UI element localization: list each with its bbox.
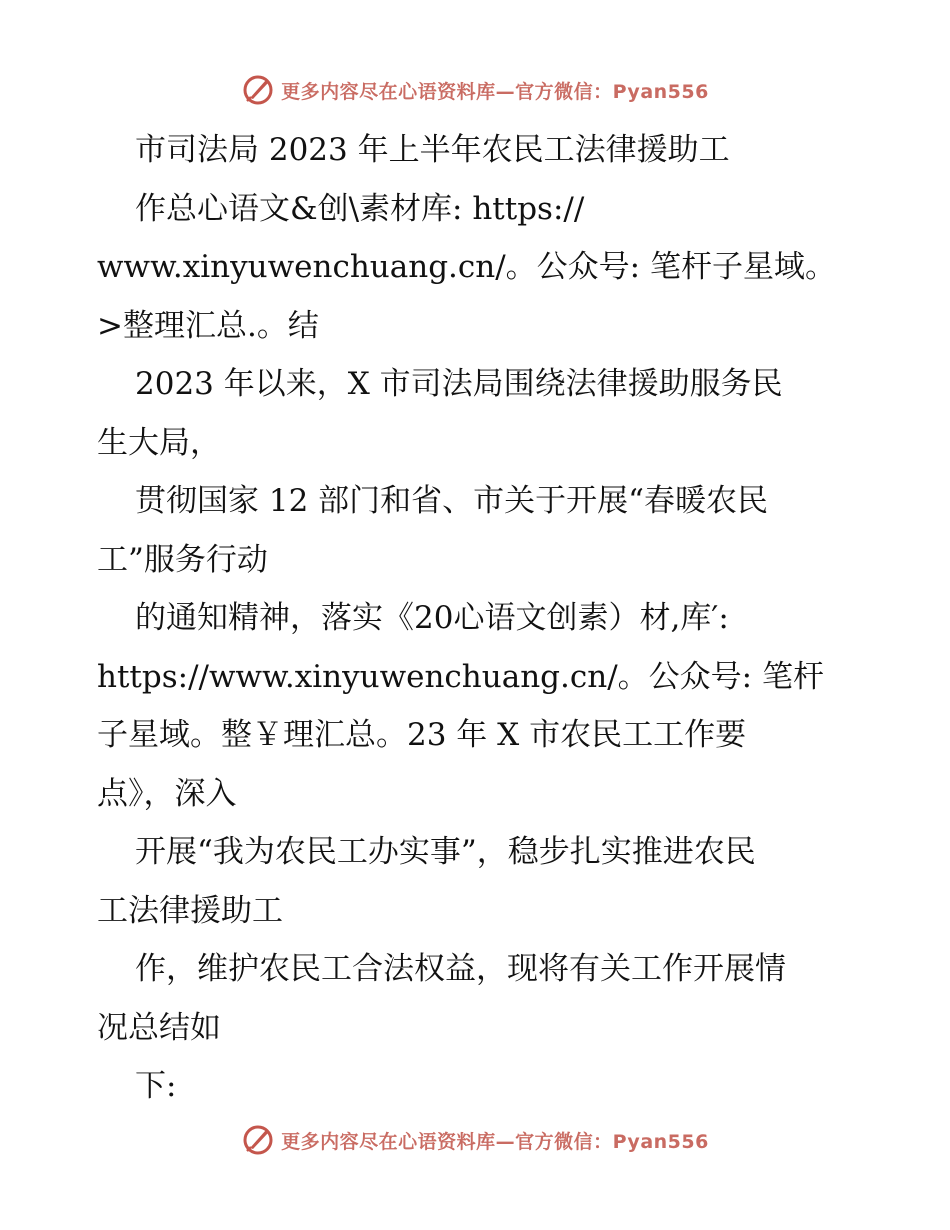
document-body xyxy=(97,121,857,1116)
text-line: 2023 年以来，X 市司法局围绕法律援助服务民 xyxy=(135,366,783,402)
text-line: 市司法局 2023 年上半年农民工法律援助工 xyxy=(135,132,730,168)
quill-pen-circle-icon xyxy=(241,73,275,107)
quill-pen-circle-icon xyxy=(241,1123,275,1157)
text-line: https://www.xinyuwenchuang.cn/。公众号: 笔杆 xyxy=(97,658,824,695)
footer-watermark-banner xyxy=(0,1120,950,1160)
text-line: 的通知精神，落实《20心语文创素）材,库′: xyxy=(135,600,729,636)
text-line: 工”服务行动 xyxy=(97,541,268,578)
text-line: 生大局， xyxy=(97,424,221,461)
text-line: 点》，深入 xyxy=(97,775,237,812)
text-line: 子星域。整￥理汇总。23 年 X 市农民工工作要 xyxy=(97,717,747,753)
text-line: 作，维护农民工合法权益，现将有关工作开展情 xyxy=(135,951,786,987)
header-watermark-text: 更多内容尽在心语资料库—官方微信：Pyan556 xyxy=(281,80,709,103)
text-line: 贯彻国家 12 部门和省、市关于开展“春暖农民 xyxy=(135,483,769,519)
text-line: 作总心语文&创\素材库: https:// xyxy=(135,190,585,227)
footer-watermark-text: 更多内容尽在心语资料库—官方微信：Pyan556 xyxy=(281,1130,709,1153)
text-line: www.xinyuwenchuang.cn/。公众号: 笔杆子星域。 xyxy=(97,249,836,285)
text-line: 下: xyxy=(135,1068,177,1104)
text-line: >整理汇总.。结 xyxy=(97,307,319,344)
text-line: 况总结如 xyxy=(97,1009,221,1046)
text-line: 开展“我为农民工办实事”，稳步扎实推进农民 xyxy=(135,834,756,870)
text-line: 工法律援助工 xyxy=(97,892,283,929)
header-watermark-banner xyxy=(0,70,950,110)
